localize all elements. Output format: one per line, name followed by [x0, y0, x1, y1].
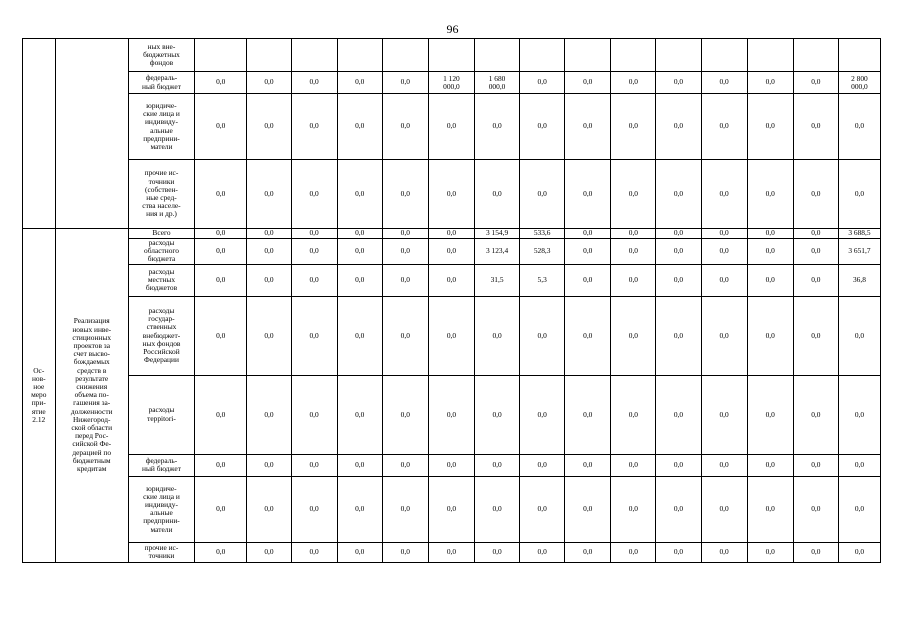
value-cell: 0,0	[611, 264, 656, 296]
table-row	[23, 94, 881, 160]
table-row	[23, 375, 881, 454]
value-cell: 0,0	[428, 375, 474, 454]
value-cell: 0,0	[337, 264, 382, 296]
value-cell: 0,0	[291, 239, 337, 265]
value-cell	[701, 39, 747, 72]
value-cell: 0,0	[247, 454, 291, 476]
value-cell: 0,0	[291, 229, 337, 239]
value-cell: 0,0	[747, 160, 793, 229]
value-cell: 0,0	[428, 160, 474, 229]
value-cell: 0,0	[793, 160, 838, 229]
value-cell: 0,0	[382, 72, 428, 94]
value-cell: 0,0	[428, 476, 474, 542]
value-cell: 0,0	[701, 542, 747, 562]
value-cell: 0,0	[565, 264, 611, 296]
value-cell: 0,0	[475, 476, 520, 542]
value-cell: 0,0	[565, 72, 611, 94]
value-cell: 0,0	[195, 229, 247, 239]
value-cell	[793, 39, 838, 72]
value-cell: 0,0	[291, 264, 337, 296]
value-cell: 0,0	[520, 72, 565, 94]
value-cell: 0,0	[195, 296, 247, 375]
value-cell: 0,0	[247, 542, 291, 562]
category-cell: расходы областного бюджета	[128, 239, 194, 265]
value-cell: 0,0	[838, 476, 880, 542]
category-cell: ных вне- бюджетных фондов	[128, 39, 194, 72]
value-cell: 0,0	[793, 239, 838, 265]
value-cell: 0,0	[656, 375, 701, 454]
value-cell: 0,0	[291, 72, 337, 94]
measure-title-cell: Ос- нов- ное меро при- ятие 2.12	[23, 229, 56, 563]
value-cell: 0,0	[520, 296, 565, 375]
value-cell: 528,3	[520, 239, 565, 265]
value-cell: 0,0	[656, 160, 701, 229]
value-cell: 3 688,5	[838, 229, 880, 239]
value-cell: 0,0	[475, 94, 520, 160]
value-cell: 3 154,9	[475, 229, 520, 239]
value-cell: 0,0	[793, 94, 838, 160]
value-cell	[520, 39, 565, 72]
value-cell: 0,0	[291, 94, 337, 160]
value-cell: 0,0	[611, 454, 656, 476]
value-cell: 0,0	[611, 239, 656, 265]
value-cell: 0,0	[656, 94, 701, 160]
value-cell: 0,0	[793, 375, 838, 454]
value-cell: 0,0	[247, 94, 291, 160]
value-cell: 0,0	[701, 229, 747, 239]
value-cell: 0,0	[520, 542, 565, 562]
value-cell: 0,0	[793, 296, 838, 375]
value-cell: 0,0	[337, 239, 382, 265]
value-cell: 0,0	[291, 375, 337, 454]
page-number: 96	[446, 22, 459, 36]
value-cell: 0,0	[838, 94, 880, 160]
value-cell: 0,0	[475, 542, 520, 562]
value-cell: 0,0	[793, 72, 838, 94]
value-cell: 0,0	[656, 296, 701, 375]
prev-description-cell	[55, 39, 128, 229]
value-cell: 0,0	[747, 94, 793, 160]
value-cell: 0,0	[195, 160, 247, 229]
value-cell: 0,0	[747, 476, 793, 542]
value-cell: 0,0	[291, 476, 337, 542]
value-cell: 0,0	[247, 229, 291, 239]
value-cell	[382, 39, 428, 72]
category-cell: федераль- ный бюджет	[128, 72, 194, 94]
value-cell: 0,0	[565, 160, 611, 229]
value-cell: 0,0	[565, 296, 611, 375]
value-cell: 0,0	[195, 542, 247, 562]
value-cell: 0,0	[247, 375, 291, 454]
value-cell: 1 680 000,0	[475, 72, 520, 94]
value-cell: 0,0	[382, 454, 428, 476]
value-cell: 0,0	[611, 542, 656, 562]
value-cell: 0,0	[611, 476, 656, 542]
value-cell: 5,3	[520, 264, 565, 296]
value-cell: 0,0	[793, 542, 838, 562]
value-cell	[195, 39, 247, 72]
value-cell: 0,0	[337, 454, 382, 476]
value-cell: 0,0	[291, 454, 337, 476]
value-cell: 0,0	[247, 72, 291, 94]
value-cell: 533,6	[520, 229, 565, 239]
value-cell: 0,0	[747, 296, 793, 375]
value-cell: 0,0	[291, 160, 337, 229]
value-cell: 0,0	[428, 229, 474, 239]
value-cell: 0,0	[838, 296, 880, 375]
value-cell: 0,0	[656, 454, 701, 476]
value-cell: 0,0	[195, 476, 247, 542]
category-cell: Всего	[128, 229, 194, 239]
value-cell: 0,0	[475, 375, 520, 454]
category-cell: расходы террitori-	[128, 375, 194, 454]
table-row	[23, 39, 881, 72]
value-cell	[247, 39, 291, 72]
value-cell: 0,0	[475, 160, 520, 229]
value-cell: 0,0	[475, 296, 520, 375]
value-cell: 0,0	[656, 72, 701, 94]
value-cell	[611, 39, 656, 72]
value-cell: 0,0	[195, 454, 247, 476]
value-cell: 0,0	[382, 94, 428, 160]
value-cell: 0,0	[520, 94, 565, 160]
value-cell: 0,0	[428, 454, 474, 476]
value-cell: 0,0	[382, 160, 428, 229]
value-cell: 0,0	[838, 160, 880, 229]
value-cell: 0,0	[382, 542, 428, 562]
value-cell: 0,0	[195, 94, 247, 160]
value-cell: 0,0	[611, 160, 656, 229]
value-cell: 0,0	[337, 72, 382, 94]
value-cell: 0,0	[337, 542, 382, 562]
value-cell: 31,5	[475, 264, 520, 296]
table-row	[23, 264, 881, 296]
value-cell: 0,0	[382, 264, 428, 296]
table-row	[23, 454, 881, 476]
value-cell: 0,0	[701, 476, 747, 542]
value-cell: 0,0	[337, 296, 382, 375]
value-cell: 0,0	[838, 375, 880, 454]
value-cell: 0,0	[701, 160, 747, 229]
table-row	[23, 160, 881, 229]
value-cell: 0,0	[565, 239, 611, 265]
value-cell: 0,0	[565, 229, 611, 239]
value-cell: 0,0	[565, 454, 611, 476]
value-cell: 1 120 000,0	[428, 72, 474, 94]
value-cell: 0,0	[195, 72, 247, 94]
measure-description-cell: Реализация новых инве- стиционных проектов за счет высво- бождаемых средств в результате снижения объема по- гашения за- долженности Нижегород- ской области перед Рос- сийской Фе- дерацией по бюджетным кредитам	[55, 229, 128, 563]
value-cell: 0,0	[701, 239, 747, 265]
value-cell: 0,0	[382, 476, 428, 542]
value-cell: 0,0	[747, 375, 793, 454]
value-cell: 0,0	[428, 264, 474, 296]
value-cell: 0,0	[701, 72, 747, 94]
value-cell: 0,0	[793, 454, 838, 476]
value-cell: 0,0	[337, 375, 382, 454]
value-cell: 0,0	[565, 375, 611, 454]
table-row	[23, 239, 881, 265]
category-cell: юридиче- ские лица и индивиду- альные предприни- матели	[128, 476, 194, 542]
value-cell: 0,0	[247, 264, 291, 296]
value-cell: 0,0	[195, 239, 247, 265]
value-cell: 0,0	[247, 160, 291, 229]
value-cell: 0,0	[195, 264, 247, 296]
value-cell: 0,0	[291, 542, 337, 562]
value-cell: 0,0	[747, 72, 793, 94]
value-cell: 0,0	[838, 542, 880, 562]
value-cell: 0,0	[565, 542, 611, 562]
value-cell: 0,0	[656, 476, 701, 542]
value-cell: 0,0	[428, 542, 474, 562]
value-cell: 0,0	[520, 160, 565, 229]
category-cell: расходы местных бюджетов	[128, 264, 194, 296]
value-cell	[475, 39, 520, 72]
value-cell: 0,0	[337, 476, 382, 542]
value-cell	[565, 39, 611, 72]
value-cell: 0,0	[247, 476, 291, 542]
category-cell: прочие ис- точники (собствен- ные сред- ства населе- ния и др.)	[128, 160, 194, 229]
table-row	[23, 476, 881, 542]
value-cell	[291, 39, 337, 72]
value-cell: 0,0	[520, 476, 565, 542]
value-cell: 0,0	[382, 296, 428, 375]
value-cell: 0,0	[611, 296, 656, 375]
value-cell	[428, 39, 474, 72]
value-cell: 0,0	[747, 264, 793, 296]
value-cell: 0,0	[611, 94, 656, 160]
value-cell: 0,0	[428, 239, 474, 265]
value-cell: 0,0	[520, 454, 565, 476]
value-cell: 3 651,7	[838, 239, 880, 265]
value-cell: 0,0	[747, 542, 793, 562]
category-cell: федераль- ный бюджет	[128, 454, 194, 476]
value-cell: 0,0	[838, 454, 880, 476]
value-cell: 0,0	[428, 296, 474, 375]
value-cell	[337, 39, 382, 72]
value-cell: 0,0	[247, 296, 291, 375]
value-cell: 0,0	[247, 239, 291, 265]
value-cell	[747, 39, 793, 72]
value-cell: 0,0	[291, 296, 337, 375]
value-cell: 0,0	[656, 542, 701, 562]
category-cell: прочие ис- точники	[128, 542, 194, 562]
value-cell: 0,0	[337, 160, 382, 229]
value-cell: 0,0	[747, 239, 793, 265]
value-cell: 0,0	[701, 264, 747, 296]
value-cell: 36,8	[838, 264, 880, 296]
value-cell: 0,0	[565, 94, 611, 160]
value-cell: 0,0	[701, 296, 747, 375]
prev-title-cell	[23, 39, 56, 229]
value-cell	[838, 39, 880, 72]
value-cell: 0,0	[611, 229, 656, 239]
budget-table	[22, 38, 881, 563]
value-cell: 0,0	[611, 72, 656, 94]
value-cell: 0,0	[611, 375, 656, 454]
value-cell: 0,0	[701, 375, 747, 454]
value-cell: 0,0	[337, 94, 382, 160]
value-cell: 0,0	[747, 229, 793, 239]
value-cell: 2 800 000,0	[838, 72, 880, 94]
value-cell: 0,0	[195, 375, 247, 454]
value-cell: 0,0	[337, 229, 382, 239]
value-cell: 0,0	[793, 476, 838, 542]
value-cell: 3 123,4	[475, 239, 520, 265]
value-cell: 0,0	[701, 94, 747, 160]
table-row	[23, 542, 881, 562]
value-cell: 0,0	[382, 239, 428, 265]
value-cell: 0,0	[565, 476, 611, 542]
value-cell: 0,0	[382, 229, 428, 239]
value-cell: 0,0	[475, 454, 520, 476]
value-cell: 0,0	[793, 229, 838, 239]
value-cell: 0,0	[656, 264, 701, 296]
value-cell	[656, 39, 701, 72]
value-cell: 0,0	[428, 94, 474, 160]
value-cell: 0,0	[656, 239, 701, 265]
value-cell: 0,0	[701, 454, 747, 476]
value-cell: 0,0	[382, 375, 428, 454]
value-cell: 0,0	[656, 229, 701, 239]
value-cell: 0,0	[793, 264, 838, 296]
table-row	[23, 296, 881, 375]
table-body	[23, 39, 881, 563]
table-row	[23, 229, 881, 239]
category-cell: юридиче- ские лица и индивиду- альные предприни- матели	[128, 94, 194, 160]
value-cell: 0,0	[747, 454, 793, 476]
value-cell: 0,0	[520, 375, 565, 454]
table-row	[23, 72, 881, 94]
category-cell: расходы государ- ственных внебюджет- ных фондов Российской Федерации	[128, 296, 194, 375]
